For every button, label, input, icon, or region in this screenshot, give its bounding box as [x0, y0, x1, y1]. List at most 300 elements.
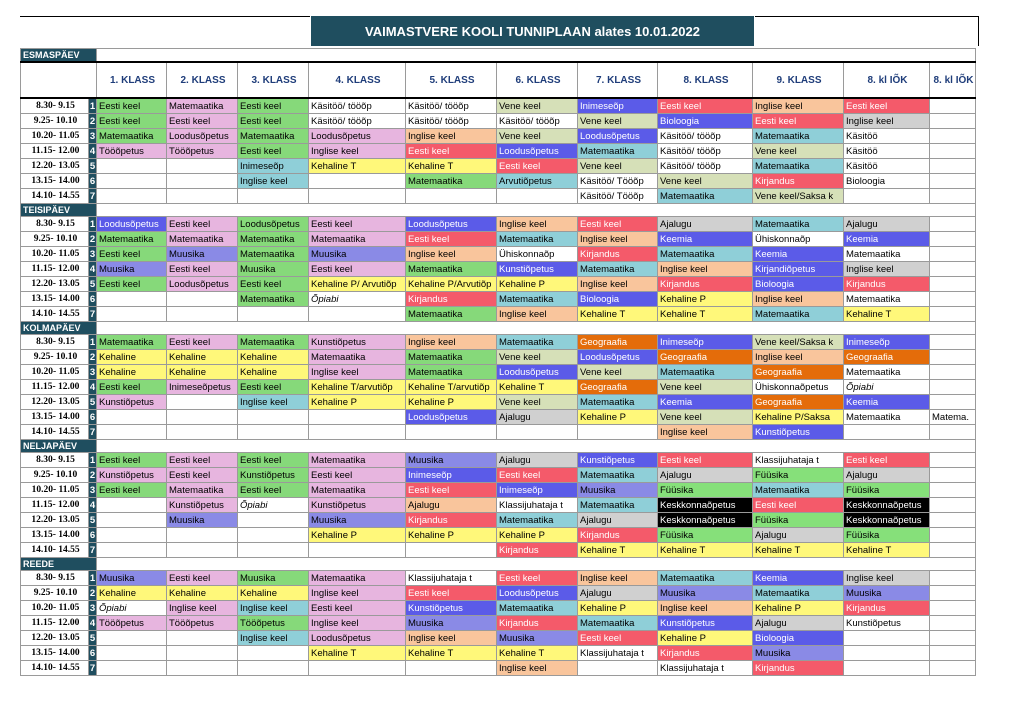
lesson-cell: Ajalugu — [844, 217, 930, 232]
lesson-cell: Matemaatika — [406, 307, 497, 322]
lesson-cell: Käsitöö/ tööõp — [658, 129, 753, 144]
lesson-cell — [930, 528, 976, 543]
lesson-time: 14.10- 14.55 — [21, 661, 89, 676]
lesson-cell: Geograafia — [844, 350, 930, 365]
lesson-cell: Füüsika — [658, 483, 753, 498]
lesson-cell: Kehaline T — [497, 646, 578, 661]
lesson-row — [21, 468, 976, 483]
lesson-cell: Muusika — [578, 483, 658, 498]
lesson-cell: Loodusõpetus — [497, 365, 578, 380]
lesson-cell: Keemia — [753, 571, 844, 586]
lesson-row — [21, 498, 976, 513]
lesson-cell: Muusika — [97, 571, 167, 586]
lesson-cell: Inglise keel — [578, 277, 658, 292]
lesson-time: 9.25- 10.10 — [21, 232, 89, 247]
lesson-cell: Matemaatika — [753, 307, 844, 322]
day-spacer — [97, 204, 976, 217]
lesson-cell: Inglise keel — [497, 661, 578, 676]
lesson-cell: Eesti keel — [406, 586, 497, 601]
lesson-cell: Kehaline T — [844, 307, 930, 322]
lesson-number: 4 — [89, 381, 96, 393]
lesson-cell: Ajalugu — [753, 616, 844, 631]
lesson-number: 6 — [89, 647, 96, 659]
lesson-cell: Vene keel — [578, 159, 658, 174]
lesson-number: 2 — [89, 587, 96, 599]
lesson-cell: Kehaline T — [406, 646, 497, 661]
lesson-cell: Matemaatika — [97, 129, 167, 144]
day-spacer — [97, 322, 976, 335]
lesson-cell: Klassijuhataja t — [497, 498, 578, 513]
lesson-cell — [238, 307, 309, 322]
lesson-number: 1 — [89, 336, 96, 348]
lesson-time: 13.15- 14.00 — [21, 646, 89, 661]
lesson-cell: Kirjandus — [753, 661, 844, 676]
lesson-cell: Käsitöö — [844, 144, 930, 159]
lesson-cell: Tööõpetus — [167, 616, 238, 631]
lesson-cell: Loodusõpetus — [406, 217, 497, 232]
lesson-cell: Eesti keel — [844, 98, 930, 114]
lesson-time: 8.30- 9.15 — [21, 453, 89, 468]
lesson-cell — [930, 468, 976, 483]
lesson-cell: Kehaline P — [658, 631, 753, 646]
lesson-cell — [167, 543, 238, 558]
lesson-time: 12.20- 13.05 — [21, 277, 89, 292]
lesson-cell — [930, 335, 976, 350]
lesson-cell: Inglise keel — [238, 601, 309, 616]
lesson-cell: Ajalugu — [497, 453, 578, 468]
lesson-row — [21, 586, 976, 601]
lesson-number: 6 — [89, 411, 96, 423]
lesson-cell — [497, 189, 578, 204]
lesson-time: 9.25- 10.10 — [21, 350, 89, 365]
lesson-cell: Õpiabi — [309, 292, 406, 307]
lesson-cell: Eesti keel — [97, 247, 167, 262]
lesson-cell: Kirjandus — [753, 174, 844, 189]
lesson-cell — [930, 425, 976, 440]
lesson-cell — [97, 159, 167, 174]
day-label: ESMASPÄEV — [21, 49, 97, 63]
lesson-cell: Matemaatika — [658, 571, 753, 586]
lesson-cell — [167, 646, 238, 661]
lesson-cell: Ajalugu — [578, 586, 658, 601]
lesson-cell: Eesti keel — [309, 262, 406, 277]
lesson-cell — [930, 217, 976, 232]
lesson-cell: Eesti keel — [167, 335, 238, 350]
lesson-cell — [844, 646, 930, 661]
lesson-cell — [930, 189, 976, 204]
class-header: 8. kl IÕK — [844, 62, 930, 98]
lesson-cell: Vene keel — [578, 365, 658, 380]
lesson-row — [21, 217, 976, 232]
lesson-cell: Keemia — [658, 395, 753, 410]
lesson-cell — [167, 292, 238, 307]
lesson-cell: Inglise keel — [753, 292, 844, 307]
lesson-cell: Inimeseõp — [406, 468, 497, 483]
lesson-cell: Eesti keel — [658, 98, 753, 114]
lesson-cell: Kehaline T — [844, 543, 930, 558]
lesson-cell: Geograafia — [753, 395, 844, 410]
lesson-cell: Inglise keel — [309, 144, 406, 159]
lesson-cell: Eesti keel — [238, 277, 309, 292]
lesson-cell: Muusika — [497, 631, 578, 646]
lesson-cell — [930, 513, 976, 528]
lesson-cell: Ühiskonnaõp — [753, 232, 844, 247]
lesson-cell: Kehaline P — [753, 601, 844, 616]
lesson-cell — [97, 543, 167, 558]
lesson-cell: Kehaline T — [309, 159, 406, 174]
lesson-cell — [406, 189, 497, 204]
lesson-cell: Käsitöö/ tööõp — [658, 144, 753, 159]
lesson-time: 12.20- 13.05 — [21, 159, 89, 174]
lesson-cell — [844, 631, 930, 646]
lesson-cell: Matemaatika — [658, 189, 753, 204]
lesson-cell: Inimeseõp — [497, 483, 578, 498]
lesson-cell — [309, 307, 406, 322]
lesson-cell — [167, 410, 238, 425]
lesson-time: 10.20- 11.05 — [21, 129, 89, 144]
lesson-cell: Füüsika — [844, 483, 930, 498]
lesson-row — [21, 601, 976, 616]
lesson-cell: Matemaatika — [753, 483, 844, 498]
lesson-cell: Kehaline T — [497, 380, 578, 395]
lesson-cell — [930, 601, 976, 616]
lesson-cell: Geograafia — [578, 380, 658, 395]
lesson-cell: Eesti keel — [753, 114, 844, 129]
header-corner — [21, 62, 97, 98]
lesson-cell — [97, 661, 167, 676]
lesson-cell: Kehaline P — [406, 528, 497, 543]
lesson-cell: Keemia — [844, 395, 930, 410]
lesson-cell: Ajalugu — [844, 468, 930, 483]
lesson-cell: Matemaatika — [238, 292, 309, 307]
lesson-cell — [238, 513, 309, 528]
lesson-cell — [97, 631, 167, 646]
lesson-cell — [309, 410, 406, 425]
lesson-cell: Muusika — [167, 513, 238, 528]
lesson-cell: Ajalugu — [753, 528, 844, 543]
lesson-cell: Füüsika — [753, 513, 844, 528]
lesson-cell — [309, 661, 406, 676]
lesson-cell: Eesti keel — [167, 217, 238, 232]
lesson-cell: Eesti keel — [658, 453, 753, 468]
lesson-cell — [930, 631, 976, 646]
lesson-cell: Kunstiõpetus — [97, 468, 167, 483]
lesson-cell: Inglise keel — [238, 174, 309, 189]
lesson-cell: Tööõpetus — [97, 616, 167, 631]
lesson-cell — [309, 189, 406, 204]
lesson-cell: Eesti keel — [844, 453, 930, 468]
lesson-cell — [930, 277, 976, 292]
lesson-cell: Inglise keel — [844, 114, 930, 129]
lesson-cell: Vene keel — [497, 350, 578, 365]
lesson-cell: Kehaline — [97, 365, 167, 380]
lesson-time: 14.10- 14.55 — [21, 189, 89, 204]
lesson-cell — [97, 189, 167, 204]
lesson-cell: Ajalugu — [658, 217, 753, 232]
lesson-number: 6 — [89, 529, 96, 541]
lesson-number: 7 — [89, 426, 96, 438]
lesson-number: 6 — [89, 293, 96, 305]
page-title: VAIMASTVERE KOOLI TUNNIPLAAN alates 10.01.2022 — [311, 16, 754, 46]
lesson-cell — [930, 543, 976, 558]
day-row — [21, 322, 976, 335]
lesson-time: 11.15- 12.00 — [21, 380, 89, 395]
day-row — [21, 440, 976, 453]
lesson-cell: Eesti keel — [167, 571, 238, 586]
lesson-cell: Inglise keel — [406, 335, 497, 350]
lesson-cell: Eesti keel — [97, 114, 167, 129]
lesson-cell: Muusika — [658, 586, 753, 601]
lesson-cell — [930, 174, 976, 189]
lesson-number: 7 — [89, 308, 96, 320]
lesson-cell — [930, 483, 976, 498]
lesson-cell — [930, 646, 976, 661]
lesson-cell: Matemaatika — [497, 601, 578, 616]
lesson-cell: Eesti keel — [97, 483, 167, 498]
lesson-cell: Muusika — [309, 247, 406, 262]
lesson-cell: Inglise keel — [406, 247, 497, 262]
lesson-cell: Inglise keel — [844, 571, 930, 586]
lesson-cell — [930, 114, 976, 129]
lesson-cell: Loodusõpetus — [97, 217, 167, 232]
lesson-cell: Kehaline P — [309, 395, 406, 410]
lesson-cell: Inglise keel — [753, 98, 844, 114]
lesson-number: 3 — [89, 248, 96, 260]
lesson-cell: Bioloogia — [578, 292, 658, 307]
lesson-cell: Muusika — [97, 262, 167, 277]
lesson-cell: Kehaline P/Saksa — [753, 410, 844, 425]
lesson-number: 5 — [89, 632, 96, 644]
lesson-cell: Matemaatika — [497, 513, 578, 528]
lesson-time: 8.30- 9.15 — [21, 217, 89, 232]
lesson-cell: Eesti keel — [497, 571, 578, 586]
lesson-cell: Kehaline — [97, 586, 167, 601]
lesson-cell: Vene keel — [658, 380, 753, 395]
lesson-number: 4 — [89, 617, 96, 629]
lesson-cell: Matemaatika — [309, 571, 406, 586]
lesson-cell: Vene keel — [497, 129, 578, 144]
lesson-cell: Ajalugu — [497, 410, 578, 425]
lesson-cell: Kunstiõpetus — [658, 616, 753, 631]
lesson-cell: Inglise keel — [309, 586, 406, 601]
lesson-number: 3 — [89, 602, 96, 614]
day-label: KOLMAPÄEV — [21, 322, 97, 335]
lesson-cell — [97, 410, 167, 425]
lesson-time: 8.30- 9.15 — [21, 335, 89, 350]
lesson-cell: Kunstiõpetus — [497, 262, 578, 277]
lesson-cell: Matemaatika — [753, 217, 844, 232]
lesson-cell: Loodusõpetus — [497, 586, 578, 601]
day-row — [21, 49, 976, 63]
lesson-cell: Vene keel — [658, 410, 753, 425]
lesson-row — [21, 631, 976, 646]
lesson-cell: Kehaline T — [658, 307, 753, 322]
lesson-cell: Kunstiõpetus — [309, 498, 406, 513]
lesson-cell: Matemaatika — [406, 350, 497, 365]
lesson-cell: Kehaline — [167, 350, 238, 365]
lesson-cell: Loodusõpetus — [167, 129, 238, 144]
lesson-cell: Inglise keel — [167, 601, 238, 616]
lesson-cell: Käsitöö/ Tööõp — [578, 174, 658, 189]
lesson-number: 2 — [89, 233, 96, 245]
lesson-cell: Muusika — [238, 571, 309, 586]
lesson-time: 13.15- 14.00 — [21, 292, 89, 307]
lesson-cell: Vene keel — [658, 174, 753, 189]
lesson-cell: Matemaatika — [167, 232, 238, 247]
lesson-cell: Keemia — [844, 232, 930, 247]
lesson-cell: Kehaline P — [497, 528, 578, 543]
lesson-number: 5 — [89, 160, 96, 172]
lesson-cell: Inglise keel — [658, 262, 753, 277]
lesson-cell: Matemaatika — [753, 159, 844, 174]
lesson-number: 3 — [89, 130, 96, 142]
lesson-cell: Füüsika — [844, 528, 930, 543]
lesson-cell: Muusika — [167, 247, 238, 262]
lesson-cell: Kirjandiõpetus — [753, 262, 844, 277]
lesson-cell: Kehaline T — [309, 646, 406, 661]
lesson-cell: Käsitöö/ tööõp — [309, 98, 406, 114]
lesson-cell: Arvutiõpetus — [497, 174, 578, 189]
lesson-time: 10.20- 11.05 — [21, 483, 89, 498]
lesson-cell: Kehaline — [97, 350, 167, 365]
lesson-cell: Matemaatika — [238, 232, 309, 247]
lesson-cell: Kehaline — [238, 586, 309, 601]
lesson-cell: Inglise keel — [753, 350, 844, 365]
lesson-cell — [238, 425, 309, 440]
lesson-cell: Vene keel/Saksa k — [753, 189, 844, 204]
lesson-cell: Kehaline P — [309, 528, 406, 543]
lesson-cell: Inglise keel — [658, 425, 753, 440]
lesson-number: 3 — [89, 366, 96, 378]
lesson-cell: Matemaatika — [578, 498, 658, 513]
lesson-cell: Muusika — [753, 646, 844, 661]
lesson-cell: Kirjandus — [658, 277, 753, 292]
lesson-row — [21, 410, 976, 425]
lesson-cell: Kirjandus — [844, 601, 930, 616]
lesson-cell — [406, 661, 497, 676]
lesson-cell — [97, 307, 167, 322]
lesson-cell: Inglise keel — [497, 217, 578, 232]
lesson-number: 7 — [89, 190, 96, 202]
lesson-time: 8.30- 9.15 — [21, 571, 89, 586]
lesson-cell: Kehaline — [238, 350, 309, 365]
lesson-cell — [930, 292, 976, 307]
lesson-cell — [238, 528, 309, 543]
lesson-cell — [167, 395, 238, 410]
lesson-cell: Geograafia — [578, 335, 658, 350]
lesson-row — [21, 543, 976, 558]
lesson-cell — [309, 425, 406, 440]
lesson-cell: Eesti keel — [167, 262, 238, 277]
class-header: 6. KLASS — [497, 62, 578, 98]
lesson-cell: Muusika — [238, 262, 309, 277]
lesson-cell: Õpiabi — [844, 380, 930, 395]
lesson-cell: Eesti keel — [238, 453, 309, 468]
lesson-row — [21, 174, 976, 189]
lesson-number: 7 — [89, 662, 96, 674]
lesson-cell: Kirjandus — [497, 616, 578, 631]
lesson-cell: Kunstiõpetus — [167, 498, 238, 513]
lesson-row — [21, 247, 976, 262]
lesson-cell — [97, 528, 167, 543]
lesson-cell: Matemaatika — [578, 616, 658, 631]
lesson-number: 4 — [89, 499, 96, 511]
lesson-cell: Tööõpetus — [238, 616, 309, 631]
lesson-cell — [930, 129, 976, 144]
lesson-cell: Eesti keel — [97, 453, 167, 468]
lesson-time: 11.15- 12.00 — [21, 144, 89, 159]
lesson-cell — [844, 661, 930, 676]
lesson-cell: Eesti keel — [578, 217, 658, 232]
lesson-cell: Ajalugu — [406, 498, 497, 513]
lesson-cell — [844, 189, 930, 204]
lesson-number: 7 — [89, 544, 96, 556]
lesson-cell: Bioloogia — [844, 174, 930, 189]
lesson-row — [21, 114, 976, 129]
lesson-cell: Eesti keel — [97, 380, 167, 395]
lesson-time: 14.10- 14.55 — [21, 543, 89, 558]
lesson-cell: Matemaatika — [844, 365, 930, 380]
lesson-time: 10.20- 11.05 — [21, 247, 89, 262]
lesson-cell: Inglise keel — [497, 307, 578, 322]
lesson-cell — [406, 543, 497, 558]
day-label: NELJAPÄEV — [21, 440, 97, 453]
lesson-cell — [97, 513, 167, 528]
lesson-cell — [167, 661, 238, 676]
lesson-cell: Kehaline P — [497, 277, 578, 292]
lesson-number: 5 — [89, 396, 96, 408]
class-header: 8. KLASS — [658, 62, 753, 98]
lesson-cell: Kehaline P — [578, 410, 658, 425]
title-border-right — [755, 16, 979, 46]
lesson-row — [21, 528, 976, 543]
lesson-row — [21, 277, 976, 292]
lesson-cell: Käsitöö — [844, 159, 930, 174]
lesson-cell: Käsitöö — [844, 129, 930, 144]
lesson-cell: Eesti keel — [753, 498, 844, 513]
lesson-cell: Kehaline T/arvutiõp — [309, 380, 406, 395]
lesson-row — [21, 350, 976, 365]
lesson-cell — [930, 247, 976, 262]
lesson-cell: Kunstiõpetus — [844, 616, 930, 631]
lesson-row — [21, 144, 976, 159]
class-header: 7. KLASS — [578, 62, 658, 98]
lesson-cell: Keemia — [753, 247, 844, 262]
lesson-cell: Eesti keel — [238, 483, 309, 498]
lesson-cell: Kehaline P — [406, 395, 497, 410]
lesson-cell: Matemaatika — [844, 410, 930, 425]
lesson-cell: Matemaatika — [238, 247, 309, 262]
lesson-number: 4 — [89, 263, 96, 275]
lesson-cell — [930, 159, 976, 174]
lesson-cell: Muusika — [406, 616, 497, 631]
lesson-cell — [97, 498, 167, 513]
lesson-cell — [578, 425, 658, 440]
lesson-cell: Bioloogia — [658, 114, 753, 129]
lesson-cell: Kehaline T — [578, 543, 658, 558]
lesson-cell: Klassijuhataja t — [406, 571, 497, 586]
lesson-cell: Matemaatika — [658, 247, 753, 262]
day-row — [21, 204, 976, 217]
lesson-cell: Käsitöö/ tööõp — [658, 159, 753, 174]
lesson-cell — [167, 425, 238, 440]
lesson-cell: Õpiabi — [238, 498, 309, 513]
lesson-cell: Matemaatika — [167, 483, 238, 498]
lesson-cell: Eesti keel — [238, 380, 309, 395]
lesson-cell: Vene keel — [497, 98, 578, 114]
lesson-cell: Ühiskonnaõp — [497, 247, 578, 262]
lesson-cell: Loodusõpetus — [578, 350, 658, 365]
